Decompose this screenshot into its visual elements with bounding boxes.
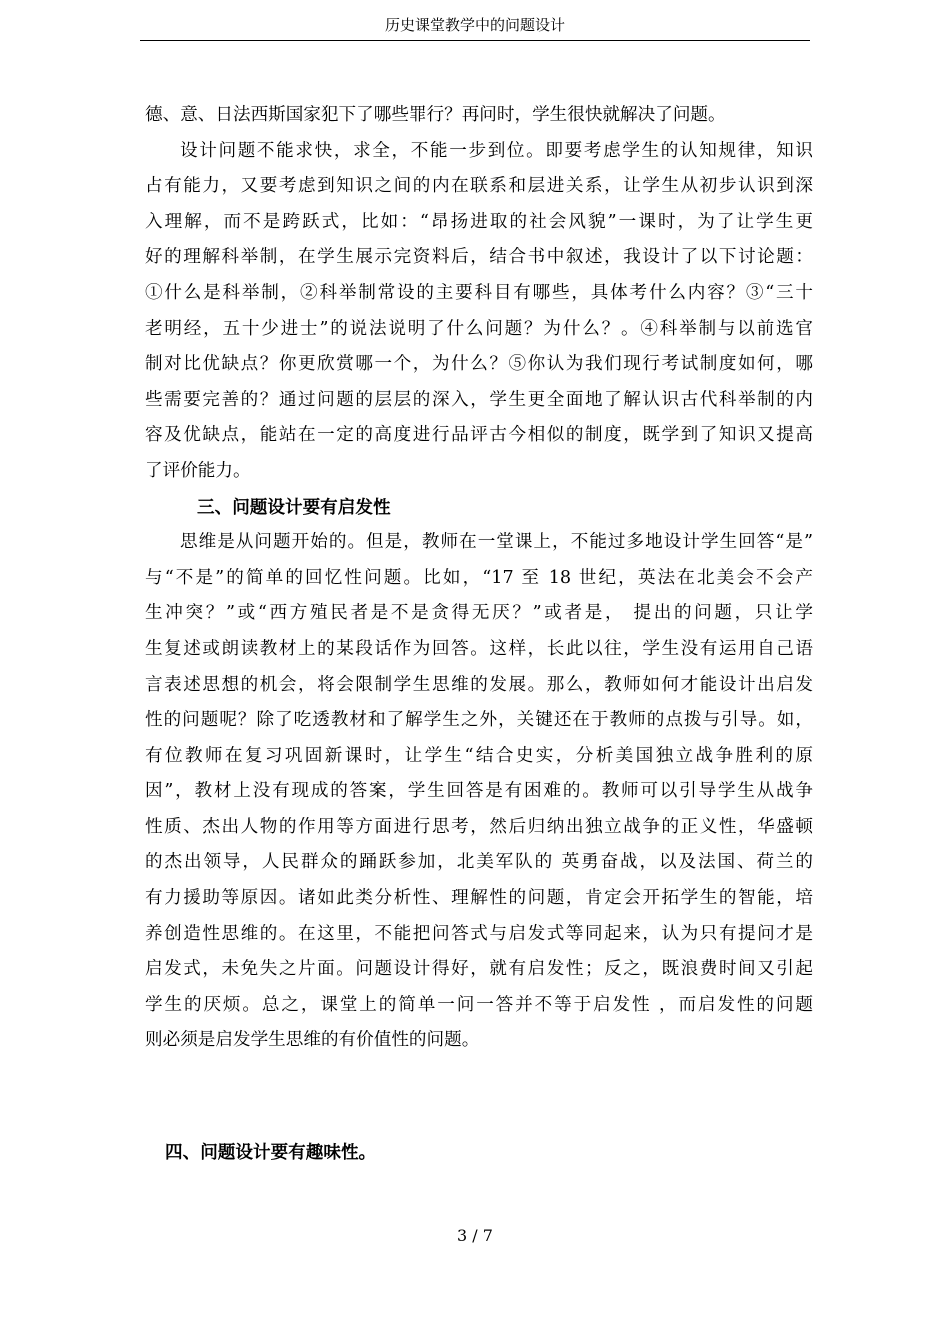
text-line: 容及优缺点，能站在一定的高度进行品评古今相似的制度，既学到了知识又提高 [145, 425, 813, 446]
text-line: 思维是从问题开始的。但是，教师在一堂课上，不能过多地设计学生回答“是” [180, 532, 813, 553]
section-heading-3: 三、问题设计要有启发性 [197, 496, 391, 518]
section-heading-4: 四、问题设计要有趣味性。 [165, 1142, 377, 1163]
text-line: 占有能力，又要考虑到知识之间的内在联系和层进关系，让学生从初步认识到深 [145, 176, 813, 197]
document-title: 历史课堂教学中的问题设计 [384, 16, 565, 34]
text-line: 制对比优缺点？你更欣赏哪一个，为什么？⑤你认为我们现行考试制度如何，哪 [145, 354, 813, 375]
text-line: 性的问题呢？除了吃透教材和了解学生之外，关键还在于教师的点拨与引导。如， [145, 710, 813, 731]
text-line: ①什么是科举制，②科举制常设的主要科目有哪些，具体考什么内容？③“三十 [145, 282, 813, 303]
paragraph-1 [145, 98, 813, 134]
text-line: 了评价能力。 [145, 460, 251, 481]
text-line: 设计问题不能求快，求全，不能一步到位。即要考虑学生的认知规律，知识 [180, 140, 813, 161]
text-line: 生复述或朗读教材上的某段话作为回答。这样，长此以往，学生没有运用自己语 [145, 638, 813, 659]
paragraph-2 [145, 134, 813, 490]
text-line: 些需要完善的？通过问题的层层的深入，学生更全面地了解认识古代科举制的内 [145, 389, 813, 410]
text-line: 启发式，未免失之片面。问题设计得好，就有启发性；反之，既浪费时间又引起 [145, 959, 813, 980]
text-line: 与“不是”的简单的回忆性问题。比如，“17 至 18 世纪，英法在北美会不会产 [145, 567, 813, 588]
text-line: 则必须是启发学生思维的有价值性的问题。 [145, 1030, 480, 1051]
text-line: 有力援助等原因。诸如此类分析性、理解性的问题，肯定会开拓学生的智能，培 [145, 888, 813, 909]
text-line: 的杰出领导，人民群众的踊跃参加，北美军队的 英勇奋战，以及法国、荷兰的 [145, 852, 813, 873]
text-line: 生冲突？”或“西方殖民者是不是贪得无厌？”或者是， 提出的问题，只让学 [145, 603, 813, 624]
document-body [145, 98, 813, 1059]
text-line: 养创造性思维的。在这里，不能把问答式与启发式等同起来，认为只有提问才是 [145, 923, 813, 944]
text-line: 学生的厌烦。总之，课堂上的简单一问一答并不等于启发性 ，而启发性的问题 [145, 994, 813, 1015]
text-line: 德、意、日法西斯国家犯下了哪些罪行？再问时，学生很快就解决了问题。 [145, 105, 726, 125]
text-line: 性质、杰出人物的作用等方面进行思考，然后归纳出独立战争的正义性，华盛顿 [145, 816, 813, 837]
page-number: 3 / 7 [457, 1226, 493, 1245]
page-header [140, 14, 810, 41]
text-line: 入理解，而不是跨跃式，比如：“昂扬进取的社会风貌”一课时，为了让学生更 [145, 211, 813, 232]
text-line: 言表述思想的机会，将会限制学生思维的发展。那么，教师如何才能设计出启发 [145, 674, 813, 695]
paragraph-3 [145, 525, 813, 1059]
text-line: 有位教师在复习巩固新课时，让学生“结合史实，分析美国独立战争胜利的原 [145, 745, 813, 766]
text-line: 老明经，五十少进士”的说法说明了什么问题？为什么？。④科举制与以前选官 [145, 318, 813, 339]
text-line: 因”，教材上没有现成的答案，学生回答是有困难的。教师可以引导学生从战争 [145, 781, 813, 802]
text-line: 好的理解科举制，在学生展示完资料后，结合书中叙述，我设计了以下讨论题： [145, 247, 813, 268]
